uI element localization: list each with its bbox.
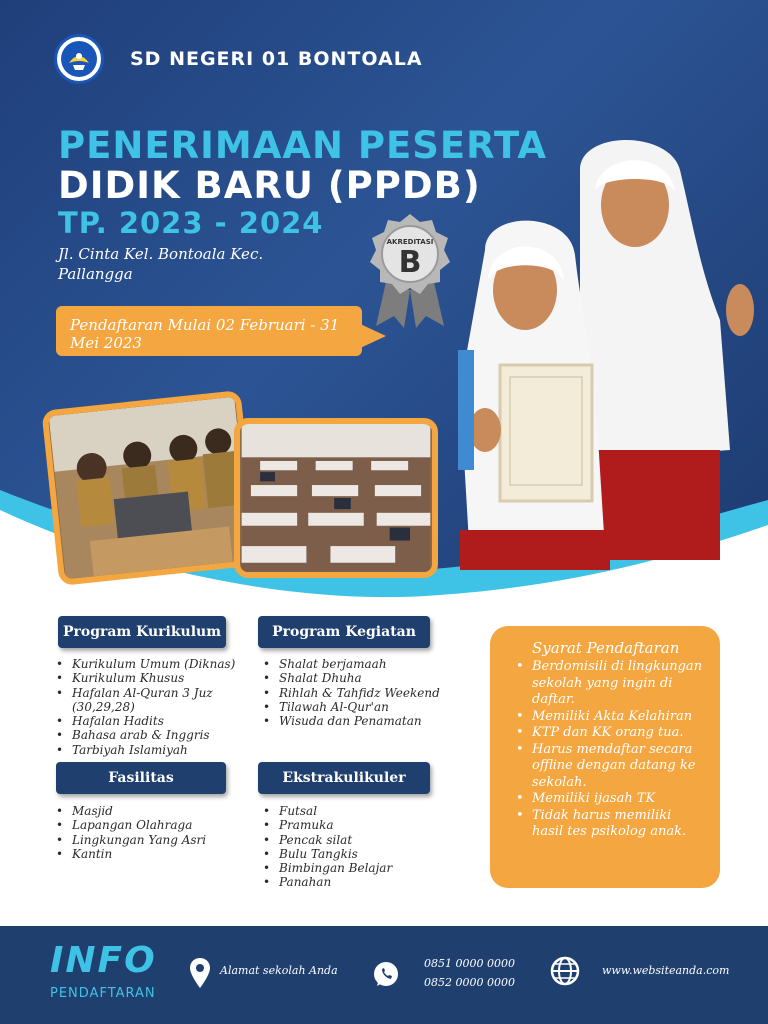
list-item: • Kurikulum Umum (Diknas) [56,657,256,671]
title-line-2: DIDIK BARU (PPDB) [58,164,481,207]
list-item: • Memiliki ijasah TK [516,791,704,808]
list-item: • Bimbingan Belajar [263,861,473,875]
list-item: • Shalat berjamaah [263,657,473,671]
footer-website: www.websiteanda.com [602,964,730,977]
kegiatan-list [263,657,473,728]
requirements-title: Syarat Pendaftaran [532,639,680,657]
list-item: • Harus mendaftar secara offline dengan datang ke sekolah. [516,742,704,792]
list-item: • Kurikulum Khusus [56,671,256,685]
registration-period: Pendaftaran Mulai 02 Februari - 31 Mei 2023 [56,306,362,356]
title-line-3: TP. 2023 - 2024 [58,206,324,240]
list-item: • Berdomisili di lingkungan sekolah yang ingin di daftar. [516,659,704,709]
list-item: • Tarbiyah Islamiyah [56,743,256,757]
list-item: • Lingkungan Yang Asri [56,833,256,847]
list-item: • Bulu Tangkis [263,847,473,861]
badge-caption: AKREDITASI [386,238,434,246]
list-item: • KTP dan KK orang tua. [516,725,704,742]
list-item: • Hafalan Al-Quran 3 Juz (30,29,28) [56,686,256,715]
requirements-box [490,626,720,888]
tut-wuri-logo-icon [54,34,104,84]
students-laptop-photo [41,390,258,586]
info-heading: INFO [50,940,157,981]
list-item: • Panahan [263,875,473,889]
list-item: • Pencak silat [263,833,473,847]
list-item: • Tilawah Al-Qur'an [263,700,473,714]
students-illustration [430,130,768,570]
ekstrakulikuler-heading: Ekstrakulikuler [258,762,430,794]
kurikulum-list [56,657,256,757]
kegiatan-heading: Program Kegiatan [258,616,430,648]
kurikulum-heading: Program Kurikulum [58,616,226,648]
location-pin-icon [190,958,210,988]
school-address: Jl. Cinta Kel. Bontoala Kec. Pallangga [58,245,264,283]
requirements-list [516,659,704,841]
list-item: • Futsal [263,804,473,818]
badge-grade: B [398,245,422,280]
footer-phone-2: 0852 0000 0000 [424,976,515,989]
title-line-1: PENERIMAAN PESERTA [58,124,547,167]
fasilitas-list [56,804,256,861]
classroom-photo [234,418,438,578]
globe-icon [550,956,580,986]
whatsapp-icon [372,960,400,988]
ekstrakulikuler-list [263,804,473,890]
list-item: • Kantin [56,847,256,861]
list-item: • Hafalan Hadits [56,714,256,728]
list-item: • Pramuka [263,818,473,832]
fasilitas-heading: Fasilitas [56,762,226,794]
list-item: • Masjid [56,804,256,818]
list-item: • Bahasa arab & Inggris [56,728,256,742]
info-subheading: PENDAFTARAN [50,986,156,1001]
list-item: • Memiliki Akta Kelahiran [516,709,704,726]
footer-phone-1: 0851 0000 0000 [424,957,515,970]
school-name: SD NEGERI 01 BONTOALA [130,48,423,70]
footer-address: Alamat sekolah Anda [220,964,338,977]
list-item: • Lapangan Olahraga [56,818,256,832]
list-item: • Tidak harus memiliki hasil tes psikolog anak. [516,808,704,841]
list-item: • Wisuda dan Penamatan [263,714,473,728]
registration-bubble-tail [356,322,386,350]
list-item: • Shalat Dhuha [263,671,473,685]
list-item: • Rihlah & Tahfidz Weekend [263,686,473,700]
